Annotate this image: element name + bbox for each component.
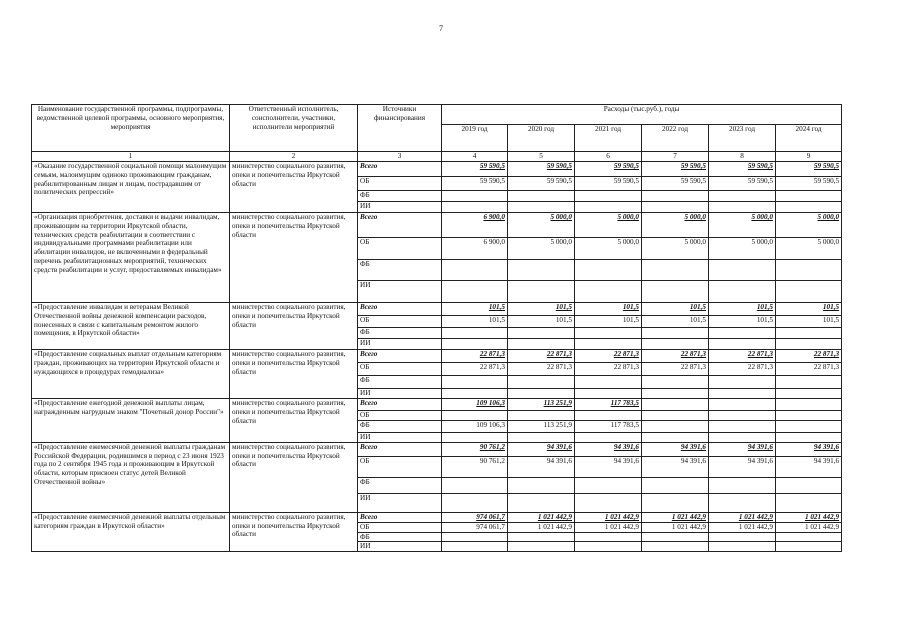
source-cell: ФБ	[358, 532, 442, 542]
total-value-cell: 22 871,3	[776, 350, 842, 363]
value-cell	[575, 542, 642, 552]
value-cell	[642, 281, 709, 303]
expenses-column-header: Расходы (тыс.руб.), годы	[442, 105, 842, 125]
total-value-cell	[709, 399, 776, 411]
executor-cell: министерство социального развития, опеки и попечительства Иркутской области	[230, 162, 358, 213]
value-cell	[442, 260, 508, 281]
total-value-cell: 101,5	[442, 303, 508, 316]
source-cell: ИИ	[358, 389, 442, 399]
value-cell	[709, 411, 776, 421]
value-cell	[575, 260, 642, 281]
value-cell	[709, 376, 776, 389]
value-cell: 5 000,0	[508, 238, 575, 260]
source-cell: ИИ	[358, 542, 442, 552]
source-cell: ОБ	[358, 177, 442, 191]
source-cell: ИИ	[358, 432, 442, 442]
value-cell	[642, 328, 709, 339]
value-cell	[442, 477, 508, 493]
program-name-cell: «Оказание государственной социальной помощи малоимущим семьям, малоимущим одиноко проживающим гражданам, реабилитированным лицам и лицам, пострадавшим от политических репрессий»	[32, 162, 230, 213]
source-cell: ФБ	[358, 477, 442, 493]
value-cell	[642, 191, 709, 202]
value-cell: 22 871,3	[709, 363, 776, 376]
value-cell	[508, 328, 575, 339]
program-name-cell: «Предоставление ежемесячной денежной выплаты гражданам Российской Федерации, родившимся в период с 23 июня 1923 года по 2 сентября 1945 года и проживающим в Иркутской области, которым присвоен статус детей Великой Отечественной войны»	[32, 442, 230, 512]
value-cell: 59 590,5	[442, 177, 508, 191]
total-value-cell: 59 590,5	[642, 162, 709, 177]
value-cell	[642, 432, 709, 442]
value-cell	[776, 376, 842, 389]
source-cell: Всего	[358, 442, 442, 456]
value-cell	[442, 376, 508, 389]
total-value-cell: 1 021 442,9	[709, 512, 776, 522]
total-value-cell: 22 871,3	[642, 350, 709, 363]
value-cell	[575, 191, 642, 202]
value-cell	[776, 281, 842, 303]
table-row	[32, 399, 842, 411]
value-cell: 974 061,7	[442, 522, 508, 532]
value-cell	[575, 477, 642, 493]
source-cell: Всего	[358, 399, 442, 411]
source-cell: ИИ	[358, 493, 442, 512]
value-cell	[709, 260, 776, 281]
value-cell	[642, 493, 709, 512]
value-cell: 5 000,0	[776, 238, 842, 260]
total-value-cell: 59 590,5	[709, 162, 776, 177]
value-cell	[442, 339, 508, 350]
table-row	[32, 512, 842, 522]
total-value-cell: 59 590,5	[442, 162, 508, 177]
value-cell	[642, 260, 709, 281]
value-cell: 5 000,0	[575, 238, 642, 260]
total-value-cell: 101,5	[642, 303, 709, 316]
value-cell: 5 000,0	[642, 238, 709, 260]
value-cell	[642, 202, 709, 213]
table-body	[32, 162, 842, 552]
total-value-cell: 22 871,3	[709, 350, 776, 363]
total-value-cell: 94 391,6	[642, 442, 709, 456]
total-value-cell: 59 590,5	[508, 162, 575, 177]
executor-cell: министерство социального развития, опеки и попечительства Иркутской области	[230, 350, 358, 399]
value-cell	[508, 493, 575, 512]
value-cell: 1 021 442,9	[508, 522, 575, 532]
value-cell	[776, 260, 842, 281]
value-cell	[575, 328, 642, 339]
value-cell	[442, 542, 508, 552]
executor-cell: министерство социального развития, опеки и попечительства Иркутской области	[230, 442, 358, 512]
value-cell	[442, 328, 508, 339]
value-cell: 94 391,6	[575, 456, 642, 477]
value-cell	[575, 532, 642, 542]
executor-column-header: Ответственный исполнитель, соисполнители, участники, исполнители мероприятий	[230, 105, 358, 152]
total-value-cell: 109 106,3	[442, 399, 508, 411]
year-header: 2020 год	[508, 125, 575, 152]
year-header: 2022 год	[642, 125, 709, 152]
source-cell: Всего	[358, 303, 442, 316]
total-value-cell	[776, 399, 842, 411]
source-cell: ИИ	[358, 339, 442, 350]
value-cell: 101,5	[508, 316, 575, 328]
value-cell	[642, 339, 709, 350]
value-cell	[776, 477, 842, 493]
value-cell: 94 391,6	[642, 456, 709, 477]
value-cell: 22 871,3	[642, 363, 709, 376]
year-header: 2024 год	[776, 125, 842, 152]
value-cell	[709, 191, 776, 202]
total-value-cell: 101,5	[709, 303, 776, 316]
column-number: 4	[442, 152, 508, 162]
value-cell	[575, 281, 642, 303]
program-name-cell: «Предоставление ежегодной денежной выплаты лицам, награжденным нагрудным знаком "Почетный донор России"»	[32, 399, 230, 443]
value-cell: 101,5	[442, 316, 508, 328]
column-number: 8	[709, 152, 776, 162]
value-cell	[642, 477, 709, 493]
value-cell	[508, 532, 575, 542]
value-cell	[575, 339, 642, 350]
source-cell: ФБ	[358, 376, 442, 389]
value-cell	[709, 339, 776, 350]
source-cell: Всего	[358, 162, 442, 177]
total-value-cell: 974 061,7	[442, 512, 508, 522]
value-cell	[776, 202, 842, 213]
total-value-cell: 59 590,5	[776, 162, 842, 177]
value-cell: 90 761,2	[442, 456, 508, 477]
total-value-cell: 113 251,9	[508, 399, 575, 411]
column-number: 3	[358, 152, 442, 162]
value-cell	[776, 542, 842, 552]
value-cell	[642, 411, 709, 421]
value-cell: 1 021 442,9	[709, 522, 776, 532]
value-cell: 1 021 442,9	[575, 522, 642, 532]
value-cell	[776, 493, 842, 512]
value-cell	[508, 432, 575, 442]
value-cell	[508, 260, 575, 281]
total-value-cell: 94 391,6	[776, 442, 842, 456]
value-cell	[709, 542, 776, 552]
column-number: 1	[32, 152, 230, 162]
source-cell: ОБ	[358, 238, 442, 260]
value-cell	[508, 477, 575, 493]
total-value-cell: 94 391,6	[575, 442, 642, 456]
year-header: 2021 год	[575, 125, 642, 152]
value-cell	[642, 532, 709, 542]
value-cell	[776, 432, 842, 442]
value-cell: 59 590,5	[776, 177, 842, 191]
column-number: 5	[508, 152, 575, 162]
source-cell: ФБ	[358, 191, 442, 202]
total-value-cell: 5 000,0	[508, 213, 575, 238]
value-cell	[442, 493, 508, 512]
value-cell: 101,5	[709, 316, 776, 328]
value-cell	[442, 202, 508, 213]
value-cell	[642, 420, 709, 432]
source-cell: ОБ	[358, 363, 442, 376]
value-cell	[709, 432, 776, 442]
value-cell: 101,5	[642, 316, 709, 328]
total-value-cell: 22 871,3	[575, 350, 642, 363]
value-cell	[776, 389, 842, 399]
total-value-cell: 5 000,0	[709, 213, 776, 238]
table-row	[32, 213, 842, 238]
value-cell	[642, 389, 709, 399]
value-cell	[508, 202, 575, 213]
value-cell	[709, 477, 776, 493]
value-cell	[442, 432, 508, 442]
value-cell	[508, 542, 575, 552]
total-value-cell	[642, 399, 709, 411]
value-cell	[442, 281, 508, 303]
value-cell: 22 871,3	[508, 363, 575, 376]
table-row	[32, 350, 842, 363]
total-value-cell: 117 783,5	[575, 399, 642, 411]
value-cell	[776, 191, 842, 202]
total-value-cell: 101,5	[776, 303, 842, 316]
value-cell	[776, 328, 842, 339]
source-cell: ИИ	[358, 281, 442, 303]
value-cell: 117 783,5	[575, 420, 642, 432]
value-cell	[508, 281, 575, 303]
budget-table	[31, 104, 842, 552]
source-cell: Всего	[358, 213, 442, 238]
column-number: 6	[575, 152, 642, 162]
value-cell	[442, 389, 508, 399]
total-value-cell: 94 391,6	[709, 442, 776, 456]
year-header: 2019 год	[442, 125, 508, 152]
source-cell: Всего	[358, 512, 442, 522]
value-cell	[776, 339, 842, 350]
program-column-header: Наименование государственной программы, подпрограммы, ведомственной целевой программы, основного мероприятия, мероприятия	[32, 105, 230, 152]
total-value-cell: 6 900,0	[442, 213, 508, 238]
table-row	[32, 162, 842, 177]
value-cell: 1 021 442,9	[776, 522, 842, 532]
value-cell	[709, 389, 776, 399]
value-cell	[575, 432, 642, 442]
executor-cell: министерство социального развития, опеки и попечительства Иркутской области	[230, 303, 358, 350]
value-cell: 5 000,0	[709, 238, 776, 260]
total-value-cell: 59 590,5	[575, 162, 642, 177]
total-value-cell: 5 000,0	[642, 213, 709, 238]
value-cell	[709, 202, 776, 213]
value-cell	[709, 420, 776, 432]
total-value-cell: 101,5	[575, 303, 642, 316]
column-number-row	[32, 152, 842, 162]
value-cell: 59 590,5	[642, 177, 709, 191]
value-cell: 101,5	[575, 316, 642, 328]
total-value-cell: 5 000,0	[776, 213, 842, 238]
source-cell: ОБ	[358, 456, 442, 477]
source-cell: ФБ	[358, 328, 442, 339]
value-cell	[508, 411, 575, 421]
value-cell	[709, 532, 776, 542]
table-row	[32, 303, 842, 316]
executor-cell: министерство социального развития, опеки и попечительства Иркутской области	[230, 213, 358, 303]
source-column-header: Источники финансирования	[358, 105, 442, 152]
source-cell: Всего	[358, 350, 442, 363]
table-row	[32, 442, 842, 456]
value-cell	[709, 281, 776, 303]
page-number: 7	[439, 24, 443, 33]
value-cell: 101,5	[776, 316, 842, 328]
value-cell: 6 900,0	[442, 238, 508, 260]
total-value-cell: 5 000,0	[575, 213, 642, 238]
value-cell: 109 106,3	[442, 420, 508, 432]
total-value-cell: 94 391,6	[508, 442, 575, 456]
value-cell	[776, 532, 842, 542]
executor-cell: министерство социального развития, опеки и попечительства Иркутской области	[230, 399, 358, 443]
total-value-cell: 1 021 442,9	[508, 512, 575, 522]
value-cell	[642, 376, 709, 389]
total-value-cell: 1 021 442,9	[575, 512, 642, 522]
value-cell	[575, 493, 642, 512]
year-header: 2023 год	[709, 125, 776, 152]
total-value-cell: 22 871,3	[442, 350, 508, 363]
value-cell	[508, 339, 575, 350]
value-cell	[575, 376, 642, 389]
program-name-cell: «Предоставление социальных выплат отдельным категориям граждан, проживающих на территории Иркутской области и нуждающихся в процедурах гемодиализа»	[32, 350, 230, 399]
value-cell: 94 391,6	[776, 456, 842, 477]
source-cell: ФБ	[358, 420, 442, 432]
value-cell	[508, 191, 575, 202]
value-cell	[709, 328, 776, 339]
value-cell: 59 590,5	[508, 177, 575, 191]
program-name-cell: «Предоставление инвалидам и ветеранам Великой Отечественной войны денежной компенсации расходов, понесенных в связи с капитальным ремонтом жилого помещения, в Иркутской области»	[32, 303, 230, 350]
column-number: 9	[776, 152, 842, 162]
value-cell: 94 391,6	[508, 456, 575, 477]
value-cell: 22 871,3	[575, 363, 642, 376]
total-value-cell: 1 021 442,9	[776, 512, 842, 522]
value-cell: 59 590,5	[709, 177, 776, 191]
source-cell: ОБ	[358, 411, 442, 421]
total-value-cell: 1 021 442,9	[642, 512, 709, 522]
value-cell	[776, 411, 842, 421]
value-cell	[776, 420, 842, 432]
value-cell	[508, 376, 575, 389]
value-cell	[508, 389, 575, 399]
total-value-cell: 22 871,3	[508, 350, 575, 363]
source-cell: ФБ	[358, 260, 442, 281]
source-cell: ИИ	[358, 202, 442, 213]
column-number: 7	[642, 152, 709, 162]
value-cell	[575, 411, 642, 421]
value-cell: 113 251,9	[508, 420, 575, 432]
source-cell: ОБ	[358, 316, 442, 328]
value-cell: 94 391,6	[709, 456, 776, 477]
value-cell: 22 871,3	[442, 363, 508, 376]
executor-cell: министерство социального развития, опеки и попечительства Иркутской области	[230, 512, 358, 551]
value-cell	[709, 493, 776, 512]
value-cell	[575, 202, 642, 213]
value-cell	[442, 532, 508, 542]
column-number: 2	[230, 152, 358, 162]
value-cell	[442, 191, 508, 202]
value-cell	[642, 542, 709, 552]
value-cell: 22 871,3	[776, 363, 842, 376]
source-cell: ОБ	[358, 522, 442, 532]
value-cell: 1 021 442,9	[642, 522, 709, 532]
program-name-cell: «Организация приобретения, доставки и выдачи инвалидам, проживающим на территории Иркутской области, технических средств реабилитации в соответствии с индивидуальными программами реабилитации или абилитации инвалидов, не включенными в федеральный перечень реабилитационных мероприятий, технических средств реабилитации и услуг, предоставляемых инвалидам»	[32, 213, 230, 303]
total-value-cell: 90 761,2	[442, 442, 508, 456]
program-name-cell: «Предоставление ежемесячной денежной выплаты отдельным категориям граждан в Иркутской области»	[32, 512, 230, 551]
value-cell	[442, 411, 508, 421]
value-cell: 59 590,5	[575, 177, 642, 191]
total-value-cell: 101,5	[508, 303, 575, 316]
value-cell	[575, 389, 642, 399]
